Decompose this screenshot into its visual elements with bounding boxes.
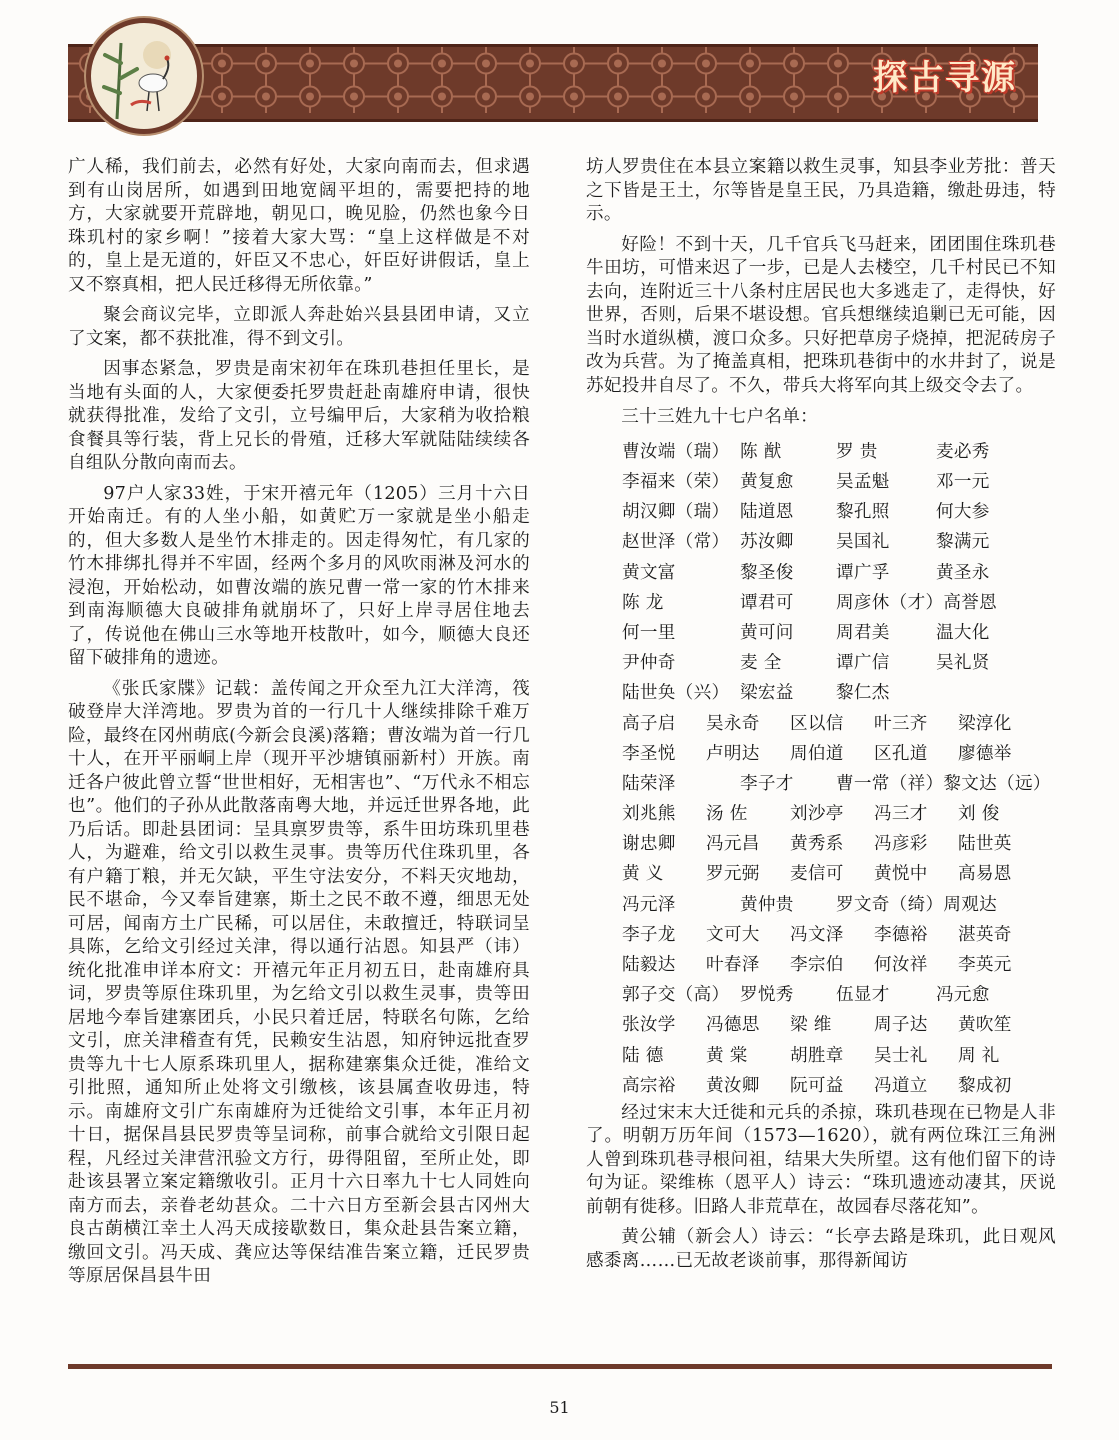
paragraph: 聚会商议完毕，立即派人奔赴始兴县县团申请，又立了文案，都不获批准，得不到文引。	[68, 305, 530, 349]
name-row	[586, 921, 1056, 951]
name-row	[586, 558, 1056, 588]
household-name: 黄秀系	[790, 834, 844, 855]
household-name: 李子才	[740, 773, 794, 794]
household-name: 黎圣俊	[740, 562, 794, 583]
household-name: 黄文富	[622, 562, 676, 583]
household-name: 黄 义	[622, 864, 664, 885]
household-name: 黄 棠	[706, 1045, 748, 1066]
name-row	[586, 951, 1056, 981]
household-name: 伍显才	[836, 985, 890, 1006]
name-row	[586, 438, 1056, 468]
household-name: 陆 德	[622, 1045, 664, 1066]
household-name: 冯元昌	[706, 834, 760, 855]
name-row	[586, 468, 1056, 498]
household-name: 刘沙亭	[790, 804, 844, 825]
footer-rule	[68, 1364, 1052, 1369]
household-name: 谭广孚	[836, 562, 890, 583]
paragraph: 经过宋末大迁徙和元兵的杀掠，珠玑巷现在已物是人非了。明朝万历年间（1573—1620），就有两位珠江三角洲人曾到珠玑巷寻根问祖，结果大失所望。这有他们留下的诗句为证。梁维栋（恩平人）诗云：“珠玑遗迹动凄其，厌说前朝有徙移。旧路人非荒草在，故园春尽落花知”。	[586, 1102, 1056, 1217]
right-column	[586, 156, 1056, 1280]
household-name: 麦 全	[740, 653, 782, 674]
section-title: 探古寻源	[873, 58, 1017, 98]
household-name: 尹仲奇	[622, 653, 676, 674]
household-name: 李宗伯	[790, 955, 844, 976]
household-name: 卢明达	[706, 743, 760, 764]
household-name: 冯元泽	[622, 894, 676, 915]
household-name: 梁宏益	[740, 683, 794, 704]
left-column	[68, 156, 530, 1296]
household-name: 罗悦秀	[740, 985, 794, 1006]
page-number: 51	[549, 1398, 570, 1417]
header-emblem	[86, 18, 202, 134]
household-name: 陆荣泽	[622, 773, 676, 794]
paragraph: 好险！不到十天，几千官兵飞马赶来，团团围住珠玑巷牛田坊，可惜来迟了一步，已是人去楼空，几千村民已不知去向，连附近三十八条村庄居民也大多逃走了，走得快，好世界，否则，后果不堪设想。官兵想继续追剿已无可能，因当时水道纵横，渡口众多。只好把草房子烧掉，把泥砖房子改为兵营。为了掩盖真相，把珠玑巷街中的水井封了，说是苏妃投井自尽了。不久，带兵大将军向其上级交令去了。	[586, 234, 1056, 396]
name-row	[586, 709, 1056, 739]
paragraph: 黄公辅（新会人）诗云：“长亭去路是珠玑，此日观风感黍离……已无故老谈前事，那得新闻访	[586, 1227, 1056, 1271]
household-name: 陆世奂（兴）	[622, 683, 730, 704]
paragraph: 坊人罗贵住在本县立案籍以救生灵事，知县李业芳批：普天之下皆是王土，尔等皆是皇王民，乃具造籍，缴赴毋违，特示。	[586, 157, 1056, 224]
household-name: 陆道恩	[740, 502, 794, 523]
household-name: 黎仁杰	[836, 683, 890, 704]
name-row	[586, 528, 1056, 558]
household-name: 周君美	[836, 622, 890, 643]
name-row	[586, 800, 1056, 830]
household-name: 廖德举	[958, 743, 1012, 764]
household-name: 曹汝端（瑞）	[622, 441, 730, 462]
paragraph: 97户人家33姓，于宋开禧元年（1205）三月十六日开始南迁。有的人坐小船，如黄贮万一家就是坐小船走的，但大多数人是坐竹木排走的。因走得匆忙，有几家的竹木排绑扎得并不牢固，经两个多月的风吹雨淋及河水的浸泡，开始松动，如曹汝端的族兄曹一常一家的竹木排来到南海顺德大良破排角就崩坏了，只好上岸寻居住地去了，传说他在佛山三水等地开枝散叶，如今，顺德大良还留下破排角的遗迹。	[68, 483, 530, 668]
household-name: 胡汉卿（瑞）	[622, 502, 730, 523]
household-name: 李英元	[958, 955, 1012, 976]
name-row	[586, 498, 1056, 528]
household-name: 冯三才	[874, 804, 928, 825]
name-row	[586, 890, 1056, 920]
household-name: 罗文奇（绮）	[836, 894, 944, 915]
household-name: 冯元愈	[936, 985, 990, 1006]
household-name: 吴孟魁	[836, 472, 890, 493]
household-name: 谢忠卿	[622, 834, 676, 855]
household-name: 阮可益	[790, 1075, 844, 1096]
household-name: 高宗裕	[622, 1075, 676, 1096]
household-name: 李圣悦	[622, 743, 676, 764]
household-name: 黄复愈	[740, 472, 794, 493]
name-row	[586, 770, 1056, 800]
household-name: 周子达	[874, 1015, 928, 1036]
household-name: 吴士礼	[874, 1045, 928, 1066]
household-name: 郭子交（高）	[622, 985, 730, 1006]
household-name: 黎孔照	[836, 502, 890, 523]
household-name: 叶春泽	[706, 955, 760, 976]
name-row	[586, 1071, 1056, 1101]
household-name: 周伯道	[790, 743, 844, 764]
household-name: 黎成初	[958, 1075, 1012, 1096]
names-list	[586, 438, 1056, 1102]
household-name: 邓一元	[936, 472, 990, 493]
household-name: 吴礼贤	[936, 653, 990, 674]
household-name: 黄可问	[740, 622, 794, 643]
household-name: 周 礼	[958, 1045, 1000, 1066]
paragraph: 因事态紧急，罗贵是南宋初年在珠玑巷担任里长，是当地有头面的人，大家便委托罗贵赶赴南雄府申请，很快就获得批准，发给了文引，立号编甲后，大家稍为收拾粮食餐具等行装，背上兄长的骨殖，迁移大军就陆陆续续各自组队分散向南而去。	[68, 359, 530, 473]
household-name: 温大化	[936, 622, 990, 643]
household-name: 李德裕	[874, 924, 928, 945]
name-row	[586, 981, 1056, 1011]
household-name: 梁淳化	[958, 713, 1012, 734]
paragraph: 《张氏家牒》记载：盖传闻之开众至九江大洋湾，筏破登岸大洋湾地。罗贵为首的一行几十人继续排除千难万险，最终在冈州萌底(今新会良溪)落籍；曹汝端为首一行几十人，在开平丽峒上岸（现开平沙塘镇丽新村）开族。南迁各户彼此曾立誓“世世相好，无相害也”、“万代永不相忘也”。他们的子孙从此散落南粤大地，并远迁世界各地，此乃后话。即赴县团词：呈具禀罗贵等，系牛田坊珠玑里巷人，为避难，给文引以救生灵事。贵等历代住珠玑里，各有户籍丁粮，并无欠缺，平生守法安分，不料天灾地劫，民不堪命，今又奉旨建寨，斯土之民不敢不遵，细思无处可居，闻南方土广民稀，可以居住，未敢擅迁，特联词呈具陈，乞给文引经过关津，得以通行沾恩。知县严（讳）统化批准申详本府文：开禧元年正月初五日，赴南雄府具词，罗贵等原住珠玑里，为乞给文引以救生灵事，贵等田居地今奉旨建寨团兵，小民只着迁居，特联名句陈，乞给文引，庶关津稽查有凭，民赖安生沾恩，知府钟远批查罗贵等九十七人原系珠玑里人，据称建寨集众迁徙，准给文引批照，通知所止处将文引缴核，该县属查收毋违，特示。南雄府文引广东南雄府为迁徙给文引事，本年正月初十日，据保昌县民罗贵等呈词称，前事合就给文引限日起程，凡经过关津营汛验文方行，毋得阻留，至所止处，即赴该县署立案定籍缴收引。正月十六日率九十七人同姓向南方而去，亲眷老幼甚众。二十六日方至新会县古冈州大良古蓢横江幸土人冯天成接歇数日，集众赴县告案立籍，缴回文引。冯天成、龚应达等保结准告案立籍，迁民罗贵等原居保昌县牛田	[68, 678, 530, 1286]
household-name: 冯彦彩	[874, 834, 928, 855]
household-name: 胡胜章	[790, 1045, 844, 1066]
name-row	[586, 860, 1056, 890]
household-name: 汤 佐	[706, 804, 748, 825]
household-name: 麦必秀	[936, 441, 990, 462]
paragraph: 广人稀，我们前去，必然有好处，大家向南而去，但求遇到有山岗居所，如遇到田地宽阔平坦的，需要把持的地方，大家就要开荒辟地，朝见口，晚见脸，仍然也象今日珠玑村的家乡啊！”接着大家大骂：“皇上这样做是不对的，皇上是无道的，奸臣又不忠心，奸臣好讲假话，皇上又不察真相，把人民迁移得无所依靠。”	[68, 157, 530, 295]
household-name: 黎文达（远）	[943, 773, 1051, 794]
household-name: 周观达	[943, 894, 998, 915]
name-row	[586, 619, 1056, 649]
household-name: 陆世英	[958, 834, 1012, 855]
household-name: 谭君可	[740, 592, 794, 613]
household-name: 黎满元	[936, 532, 990, 553]
household-name: 吴国礼	[836, 532, 890, 553]
household-name: 区以信	[790, 713, 844, 734]
name-row	[586, 739, 1056, 769]
household-name: 高子启	[622, 713, 676, 734]
household-name: 冯文泽	[790, 924, 844, 945]
household-name: 刘 俊	[958, 804, 1000, 825]
name-row	[586, 1041, 1056, 1071]
name-row	[586, 588, 1056, 618]
name-row	[586, 649, 1056, 679]
household-name: 张汝学	[622, 1015, 676, 1036]
household-name: 麦信可	[790, 864, 844, 885]
household-name: 冯德思	[706, 1015, 760, 1036]
household-name: 赵世泽（常）	[622, 532, 730, 553]
household-name: 何一里	[622, 622, 676, 643]
household-name: 周彦休（才）	[836, 592, 944, 613]
household-name: 梁 维	[790, 1015, 832, 1036]
bamboo-crane-icon	[91, 23, 197, 129]
household-name: 黄圣永	[936, 562, 990, 583]
household-name: 黄吹笙	[958, 1015, 1012, 1036]
household-name: 陈 猷	[740, 441, 782, 462]
name-row	[586, 830, 1056, 860]
household-name: 李子龙	[622, 924, 676, 945]
household-name: 黄仲贵	[740, 894, 794, 915]
household-name: 黄悦中	[874, 864, 928, 885]
household-name: 罗 贵	[836, 441, 878, 462]
household-name: 谭广信	[836, 653, 890, 674]
household-name: 吴永奇	[706, 713, 760, 734]
household-name: 陈 龙	[622, 592, 664, 613]
household-name: 曹一常（祥）	[836, 773, 944, 794]
household-name: 区孔道	[874, 743, 928, 764]
household-name: 高易恩	[958, 864, 1012, 885]
names-heading: 三十三姓九十七户名单：	[621, 407, 819, 427]
name-row	[586, 1011, 1056, 1041]
household-name: 李福来（荣）	[622, 472, 730, 493]
household-name: 湛英奇	[958, 924, 1012, 945]
household-name: 冯道立	[874, 1075, 928, 1096]
household-name: 黄汝卿	[706, 1075, 760, 1096]
household-name: 文可大	[706, 924, 760, 945]
household-name: 何汝祥	[874, 955, 928, 976]
household-name: 高誉恩	[943, 592, 998, 613]
household-name: 苏汝卿	[740, 532, 794, 553]
household-name: 何大参	[936, 502, 990, 523]
household-name: 陆毅达	[622, 955, 676, 976]
household-name: 罗元弼	[706, 864, 760, 885]
name-row	[586, 679, 1056, 709]
household-name: 刘兆熊	[622, 804, 676, 825]
household-name: 叶三齐	[874, 713, 928, 734]
